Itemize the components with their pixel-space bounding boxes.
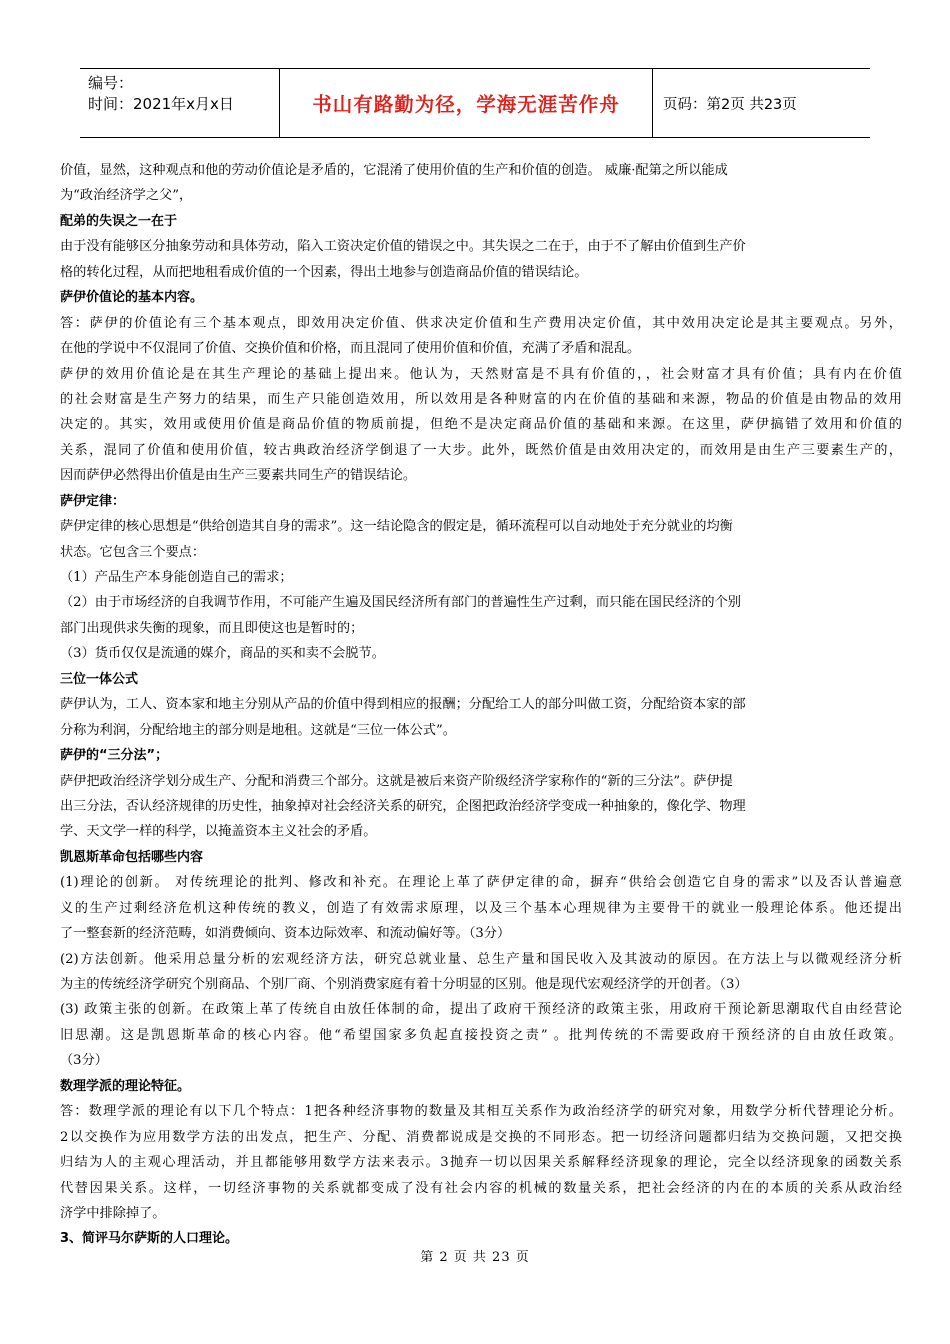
section-heading: 凯恩斯革命包括哪些内容 [60,849,204,865]
body-text-line: 状态。它包含三个要点： [60,544,206,560]
body-text-line: 在他的学说中不仅混同了价值、交换价值和价格，而且混同了使用价值和价值，充满了矛盾和混乱。 [60,341,641,357]
body-text-line: 答：萨伊的价值论有三个基本观点，即效用决定价值、供求决定价值和生产费用决定价值，其中效用决定论是其主要观点。另外， [60,315,902,331]
body-text-line: 答：数理学派的理论有以下几个特点：1把各种经济事物的数量及其相互关系作为政治经济学的研究对象，用数学分析代替理论分析。 [60,1104,902,1120]
section-heading: 萨伊的“三分法”； [60,748,169,764]
body-text-line: 2以交换作为应用数学方法的出发点，把生产、分配、消费都说成是交换的不同形态。把一切经济问题都归结为交换问题，又把交换 [60,1129,902,1145]
body-text-line: 萨伊定律的核心思想是“供给创造其自身的需求”。这一结论隐含的假定是，循环流程可以自动地处于充分就业的均衡 [60,519,733,535]
body-text-line: 济学中排除掉了。 [60,1205,166,1221]
body-text-line: 归结为人的主观心理活动，并且都能够用数学方法来表示。3抛弃一切以因果关系解释经济现象的理论，完全以经济现象的函数关系 [60,1155,902,1171]
body-text-line: 由于没有能够区分抽象劳动和具体劳动，陷入工资决定价值的错误之中。其失误之二在于，由于不了解由价值到生产价 [60,239,746,255]
body-text-line: 学、天文学一样的科学，以掩盖资本主义社会的矛盾。 [60,824,377,840]
body-text-line: 为主的传统经济学研究个别商品、个别厂商、个别消费家庭有着十分明显的区别。他是现代宏观经济学的开创者。（3） [60,977,748,992]
body-text-line: (2)方法创新。他采用总量分析的宏观经济方法，研究总就业量、总生产量和国民收入及其波动的原因。在方法上与以微观经济分析 [60,951,902,967]
body-text-line: 出三分法，否认经济规律的历史性，抽象掉对社会经济关系的研究，企图把政治经济学变成一种抽象的，像化学、物理 [60,798,746,814]
body-text-line: 格的转化过程，从而把地租看成价值的一个因素，得出土地参与创造商品价值的错误结论。 [60,264,588,280]
body-text-line: 为“政治经济学之父”， [60,188,193,204]
header-meta-cell [80,69,280,137]
header-page-number: 页码：第2页 共23页 [663,96,797,113]
section-heading: 配弟的失误之一在于 [60,213,178,229]
section-heading: 数理学派的理论特征。 [60,1078,191,1094]
body-text-line: 萨伊认为，工人、资本家和地主分别从产品的价值中得到相应的报酬；分配给工人的部分叫做工资，分配给资本家的部 [60,697,746,713]
body-text-line: 分称为利润，分配给地主的部分则是地租。这就是“三位一体公式”。 [60,722,456,738]
page-footer: 第 2 页 共 23 页 [420,1250,530,1265]
header-motto: 书山有路勤为径，学海无涯苦作舟 [280,69,653,137]
header-number-label: 编号： [88,74,134,92]
body-text-line: 代替因果关系。这样，一切经济事物的关系就都变成了没有社会内容的机械的数量关系，把社会经济的内在的本质的关系从政治经 [60,1180,902,1196]
body-text-line: 了一整套新的经济范畴，如消费倾向、资本边际效率、和流动偏好等。（3分） [60,926,511,942]
header-time-label: 时间：2021年x月x日 [88,95,234,113]
body-text-line: （3）货币仅仅是流通的媒介，商品的买和卖不会脱节。 [60,646,385,662]
document-body [60,158,902,1252]
section-heading: 3、简评马尔萨斯的人口理论。 [60,1231,239,1247]
body-text-line: （3分） [60,1053,108,1069]
section-heading: 萨伊价值论的基本内容。 [60,290,204,306]
body-text-line: 因而萨伊必然得出价值是由生产三要素共同生产的错误结论。 [60,468,417,484]
body-text-line: 萨伊把政治经济学划分成生产、分配和消费三个部分。这就是被后来资产阶级经济学家称作的“新的三分法”。萨伊提 [60,773,733,789]
body-text-line: 旧思潮。这是凯恩斯革命的核心内容。他“希望国家多负起直接投资之责” 。批判传统的不需要政府干预经济的自由放任政策。 [60,1027,902,1043]
body-text-line: （1）产品生产本身能创造自己的需求； [60,570,293,585]
body-text-line: 关系，混同了价值和使用价值，较古典政治经济学倒退了一大步。此外，既然价值是由效用决定的，而效用是由生产三要素生产的， [60,442,902,458]
section-heading: 萨伊定律： [60,493,126,509]
body-text-line: (1)理论的创新。 对传统理论的批判、修改和补充。在理论上革了萨伊定律的命，摒弃“供给会创造它自身的需求”以及否认普遍意 [60,875,902,891]
body-text-line: 部门出现供求失衡的现象，而且即使这也是暂时的； [60,620,364,636]
page-header [80,68,870,138]
body-text-line: (3) 政策主张的创新。在政策上革了传统自由放任体制的命，提出了政府干预经济的政策主张，用政府干预论新思潮取代自由经营论 [60,1002,902,1018]
body-text-line: 萨伊的效用价值论是在其生产理论的基础上提出来。他认为，天然财富是不具有价值的，，社会财富才具有价值；具有内在价值 [60,366,902,382]
body-text-line: 决定的。其实，效用或使用价值是商品价值的物质前提，但绝不是决定商品价值的基础和来源。在这里，萨伊搞错了效用和价值的 [60,417,902,433]
body-text-line: 的社会财富是生产努力的结果，而生产只能创造效用，所以效用是各种财富的内在价值的基础和来源，物品的价值是由物品的效用 [60,391,902,407]
section-heading: 三位一体公式 [60,671,139,687]
body-text-line: （2）由于市场经济的自我调节作用，不可能产生遍及国民经济所有部门的普遍性生产过剩，而只能在国民经济的个别 [60,595,741,611]
body-text-line: 价值，显然，这种观点和他的劳动价值论是矛盾的，它混淆了使用价值的生产和价值的创造。 威廉·配第之所以能成 [60,163,728,178]
body-text-line: 义的生产过剩经济危机这种传统的教义，创造了有效需求原理，以及三个基本心理规律为主要骨干的就业一般理论体系。他还提出 [60,900,902,916]
